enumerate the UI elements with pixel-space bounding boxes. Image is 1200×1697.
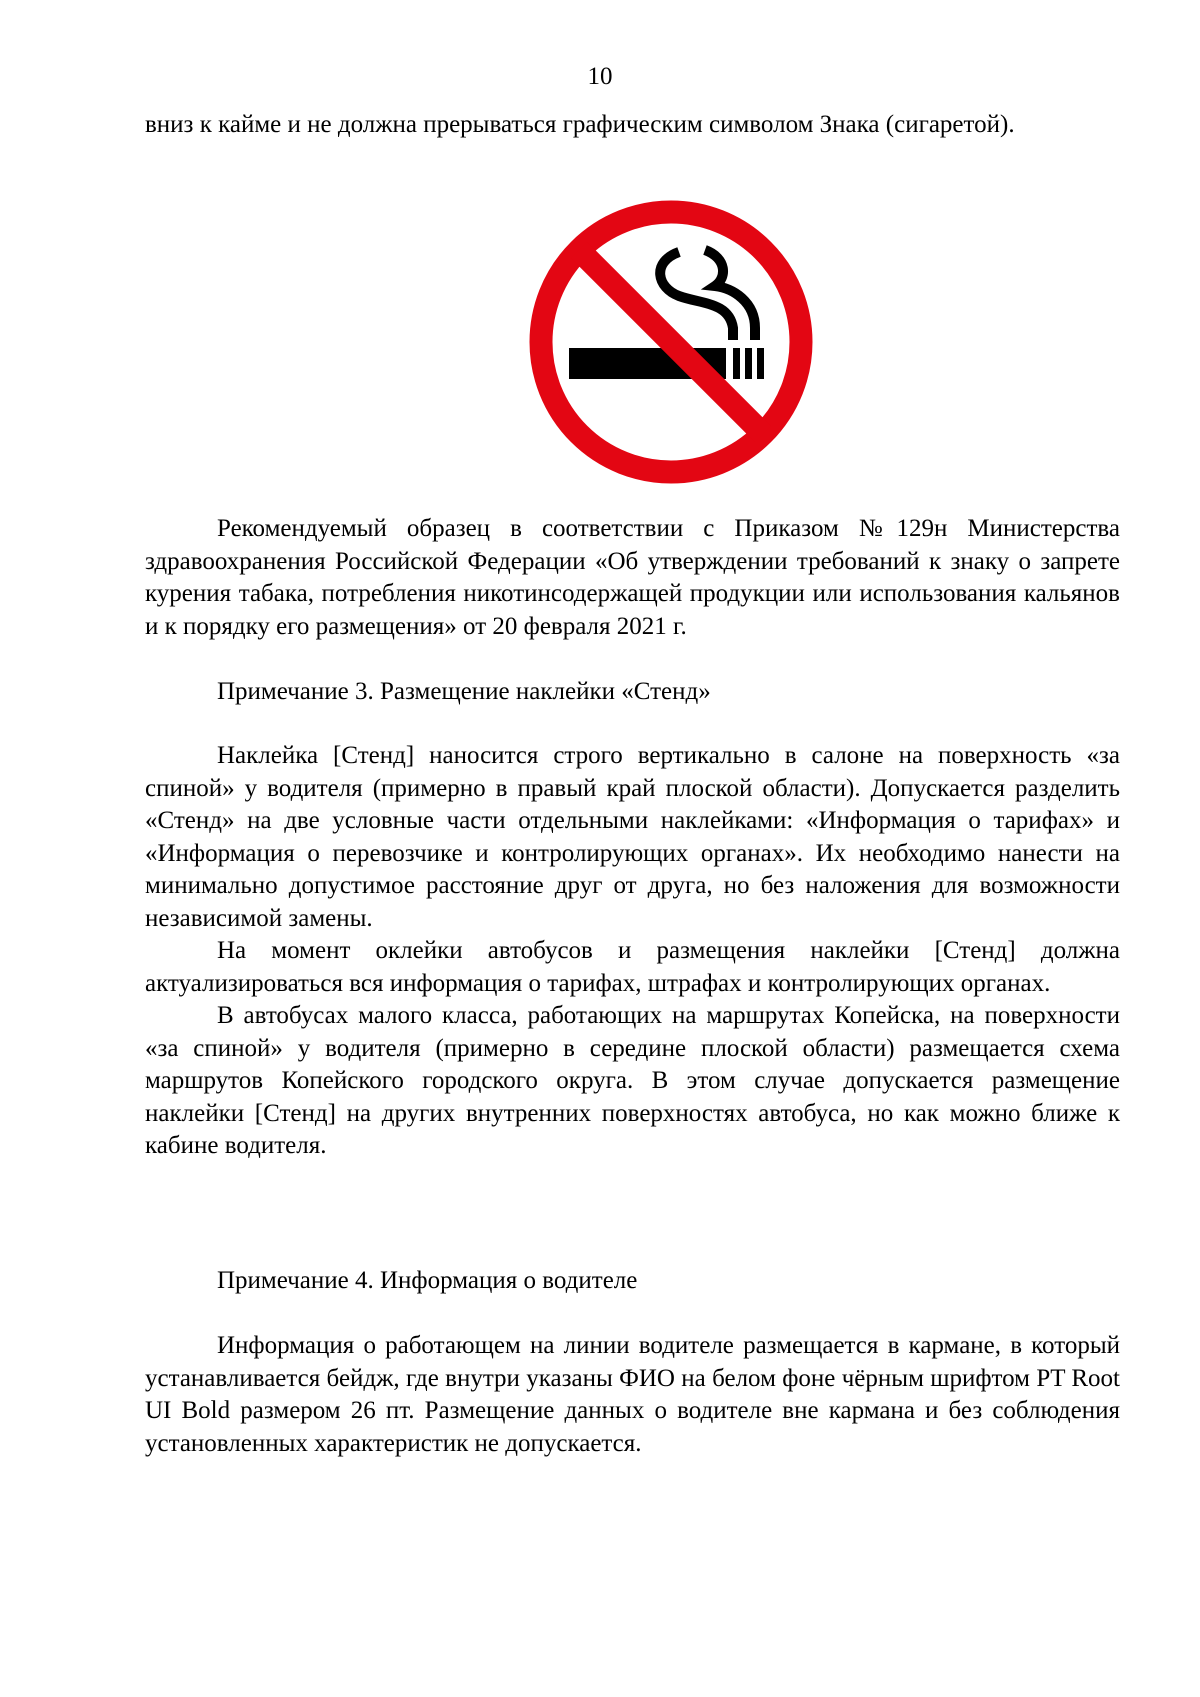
note3-paragraph: Наклейка [Стенд] наносится строго вертикально в салоне на поверхность «за спиной» у водителя (примерно в правый край плоской области). Допускается разделить «Стенд» на две условные части отдельными наклейками: «Информация о тарифах» и «Информация о перевозчике и контролирующих органах». Их необходимо нанести на минимально допустимое расстояние друг от друга, но без наложения для возможности независимой замены. — [145, 742, 1120, 932]
no-smoking-sign-icon — [529, 200, 813, 484]
note3-paragraph: На момент оклейки автобусов и размещения наклейки [Стенд] должна актуализироваться вся информация о тарифах, штрафах и контролирующих органах. — [145, 937, 1120, 997]
note3-heading: Примечание 3. Размещение наклейки «Стенд» — [217, 678, 711, 705]
note3-heading-block — [145, 676, 1120, 709]
note4-body — [145, 1330, 1120, 1460]
caption-text: Рекомендуемый образец в соответствии с Приказом №129н Министерства здравоохранения Российской Федерации «Об утверждении требований к знаку о запрете курения табака, потребления никотинсодержащей продукции или использования кальянов и к порядку его размещения» от 20 февраля 2021 г. — [145, 515, 1120, 640]
note4-heading: Примечание 4. Информация о водителе — [217, 1267, 638, 1294]
note4-heading-block — [145, 1265, 1120, 1298]
page-number: 10 — [587, 63, 613, 90]
continuation-text: вниз к кайме и не должна прерываться графическим символом Знака (сигаретой). — [145, 111, 1015, 138]
cigarette-ash-bar — [733, 348, 740, 379]
note3-paragraph: В автобусах малого класса, работающих на маршрутах Копейска, на поверхности «за спиной» у водителя (примерно в середине плоской области) размещается схема маршрутов Копейского городского округа. В этом случае допускается размещение наклейки [Стенд] на других внутренних поверхностях автобуса, но как можно ближе к кабине водителя. — [145, 1002, 1120, 1159]
note4-paragraph: Информация о работающем на линии водителе размещается в кармане, в который устанавливается бейдж, где внутри указаны ФИО на белом фоне чёрным шрифтом PT Root UI Bold размером 26 пт. Размещение данных о водителе вне кармана и без соблюдения установленных характеристик не допускается. — [145, 1332, 1120, 1457]
note3-body — [145, 740, 1120, 1163]
continuation-paragraph — [145, 109, 1120, 142]
cigarette-ash-bar — [745, 348, 752, 379]
cigarette-ash-bar — [757, 348, 764, 379]
sign-caption — [145, 513, 1120, 643]
